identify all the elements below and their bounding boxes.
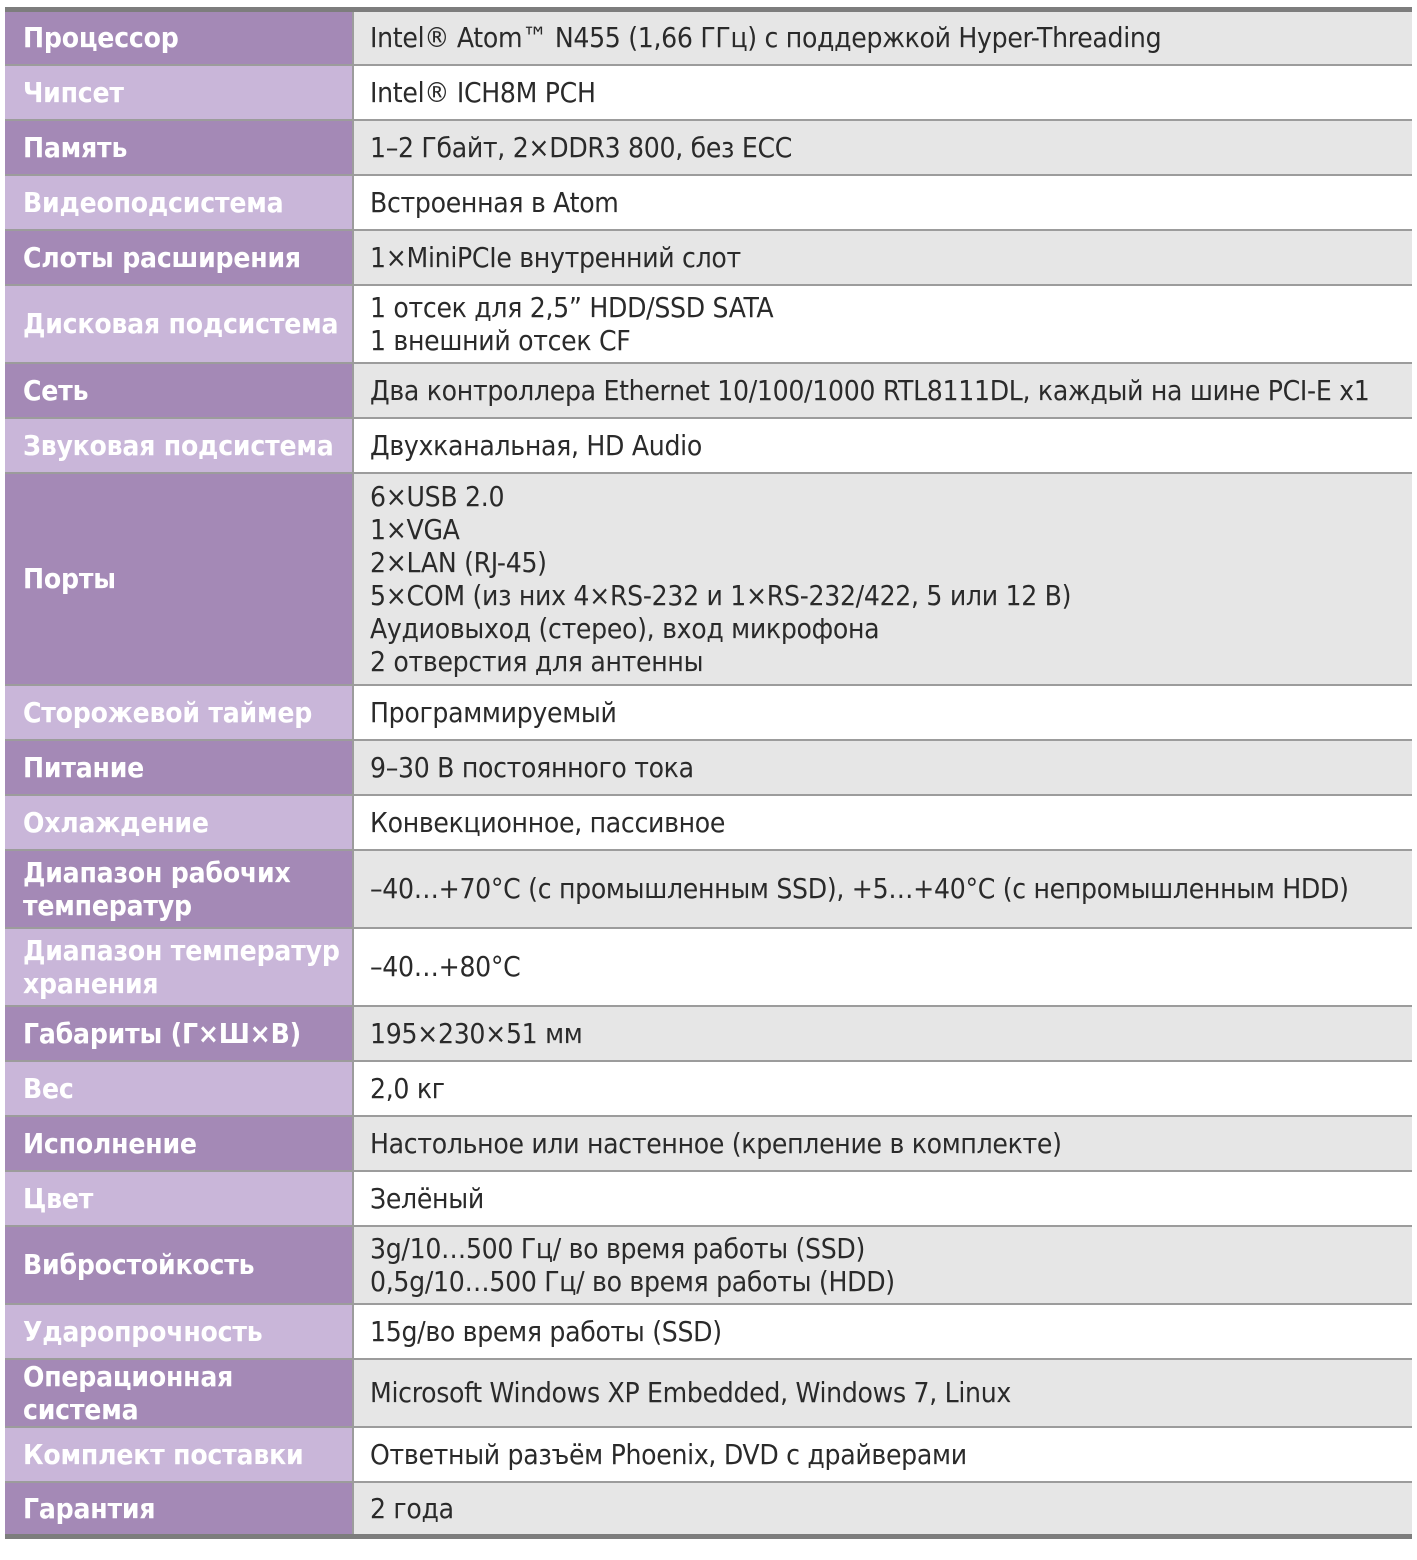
- spec-value: 9–30 В постоянного тока: [353, 740, 1412, 795]
- spec-row: [5, 850, 1412, 928]
- spec-label: Диапазон температур хранения: [5, 928, 353, 1006]
- spec-row: [5, 685, 1412, 740]
- spec-row: [5, 1226, 1412, 1304]
- spec-label: Охлаждение: [5, 795, 353, 850]
- spec-label: Чипсет: [5, 65, 353, 120]
- spec-label: Операционная система: [5, 1359, 353, 1427]
- spec-value: 15g/во время работы (SSD): [353, 1304, 1412, 1359]
- spec-row: [5, 120, 1412, 175]
- spec-value: Ответный разъём Phoenix, DVD с драйверами: [353, 1427, 1412, 1482]
- spec-label: Дисковая подсистема: [5, 285, 353, 363]
- spec-row: [5, 1427, 1412, 1482]
- spec-label: Звуковая подсистема: [5, 418, 353, 473]
- spec-row: [5, 363, 1412, 418]
- spec-value: Intel® ICH8M PCH: [353, 65, 1412, 120]
- spec-value: 195×230×51 мм: [353, 1006, 1412, 1061]
- spec-label: Слоты расширения: [5, 230, 353, 285]
- spec-value: –40…+70°C (с промышленным SSD), +5…+40°C (с непромышленным HDD): [353, 850, 1412, 928]
- spec-label: Диапазон рабочих температур: [5, 850, 353, 928]
- spec-row: [5, 65, 1412, 120]
- spec-value: 1×MiniPCIe внутренний слот: [353, 230, 1412, 285]
- spec-label: Вес: [5, 1061, 353, 1116]
- spec-row: [5, 1171, 1412, 1226]
- spec-value: Встроенная в Atom: [353, 175, 1412, 230]
- spec-label: Габариты (Г×Ш×В): [5, 1006, 353, 1061]
- spec-value: 2 года: [353, 1482, 1412, 1537]
- spec-value: Программируемый: [353, 685, 1412, 740]
- spec-table: [5, 7, 1412, 1539]
- spec-row: [5, 418, 1412, 473]
- spec-row: [5, 795, 1412, 850]
- spec-label: Гарантия: [5, 1482, 353, 1537]
- spec-value: Настольное или настенное (крепление в комплекте): [353, 1116, 1412, 1171]
- spec-row: [5, 175, 1412, 230]
- spec-row: [5, 1359, 1412, 1427]
- spec-row: [5, 473, 1412, 685]
- spec-label: Сеть: [5, 363, 353, 418]
- spec-label: Сторожевой таймер: [5, 685, 353, 740]
- spec-row: [5, 1006, 1412, 1061]
- spec-row: [5, 285, 1412, 363]
- spec-label: Порты: [5, 473, 353, 685]
- spec-value: Intel® Atom™ N455 (1,66 ГГц) с поддержкой Hyper-Threading: [353, 10, 1412, 65]
- spec-row: [5, 1061, 1412, 1116]
- spec-row: [5, 740, 1412, 795]
- spec-value: 2,0 кг: [353, 1061, 1412, 1116]
- spec-row: [5, 230, 1412, 285]
- spec-value: Два контроллера Ethernet 10/100/1000 RTL8111DL, каждый на шине PCI-E x1: [353, 363, 1412, 418]
- spec-row: [5, 1116, 1412, 1171]
- spec-value: 6×USB 2.0 1×VGA 2×LAN (RJ-45) 5×COM (из них 4×RS-232 и 1×RS-232/422, 5 или 12 В) Аудиовыход (стерео), вход микрофона 2 отверстия для антенны: [353, 473, 1412, 685]
- spec-row: [5, 1482, 1412, 1537]
- spec-label: Процессор: [5, 10, 353, 65]
- spec-label: Комплект поставки: [5, 1427, 353, 1482]
- spec-value: –40…+80°C: [353, 928, 1412, 1006]
- spec-value: Microsoft Windows XP Embedded, Windows 7, Linux: [353, 1359, 1412, 1427]
- spec-row: [5, 1304, 1412, 1359]
- spec-value: Двухканальная, HD Audio: [353, 418, 1412, 473]
- spec-label: Память: [5, 120, 353, 175]
- spec-label: Цвет: [5, 1171, 353, 1226]
- spec-label: Исполнение: [5, 1116, 353, 1171]
- spec-row: [5, 928, 1412, 1006]
- spec-row: [5, 10, 1412, 65]
- spec-label: Ударопрочность: [5, 1304, 353, 1359]
- spec-value: 1 отсек для 2,5” HDD/SSD SATA 1 внешний отсек CF: [353, 285, 1412, 363]
- spec-value: Зелёный: [353, 1171, 1412, 1226]
- spec-label: Видеоподсистема: [5, 175, 353, 230]
- spec-value: Конвекционное, пассивное: [353, 795, 1412, 850]
- spec-label: Питание: [5, 740, 353, 795]
- spec-value: 3g/10…500 Гц/ во время работы (SSD) 0,5g/10…500 Гц/ во время работы (HDD): [353, 1226, 1412, 1304]
- spec-label: Вибростойкость: [5, 1226, 353, 1304]
- spec-value: 1–2 Гбайт, 2×DDR3 800, без ECC: [353, 120, 1412, 175]
